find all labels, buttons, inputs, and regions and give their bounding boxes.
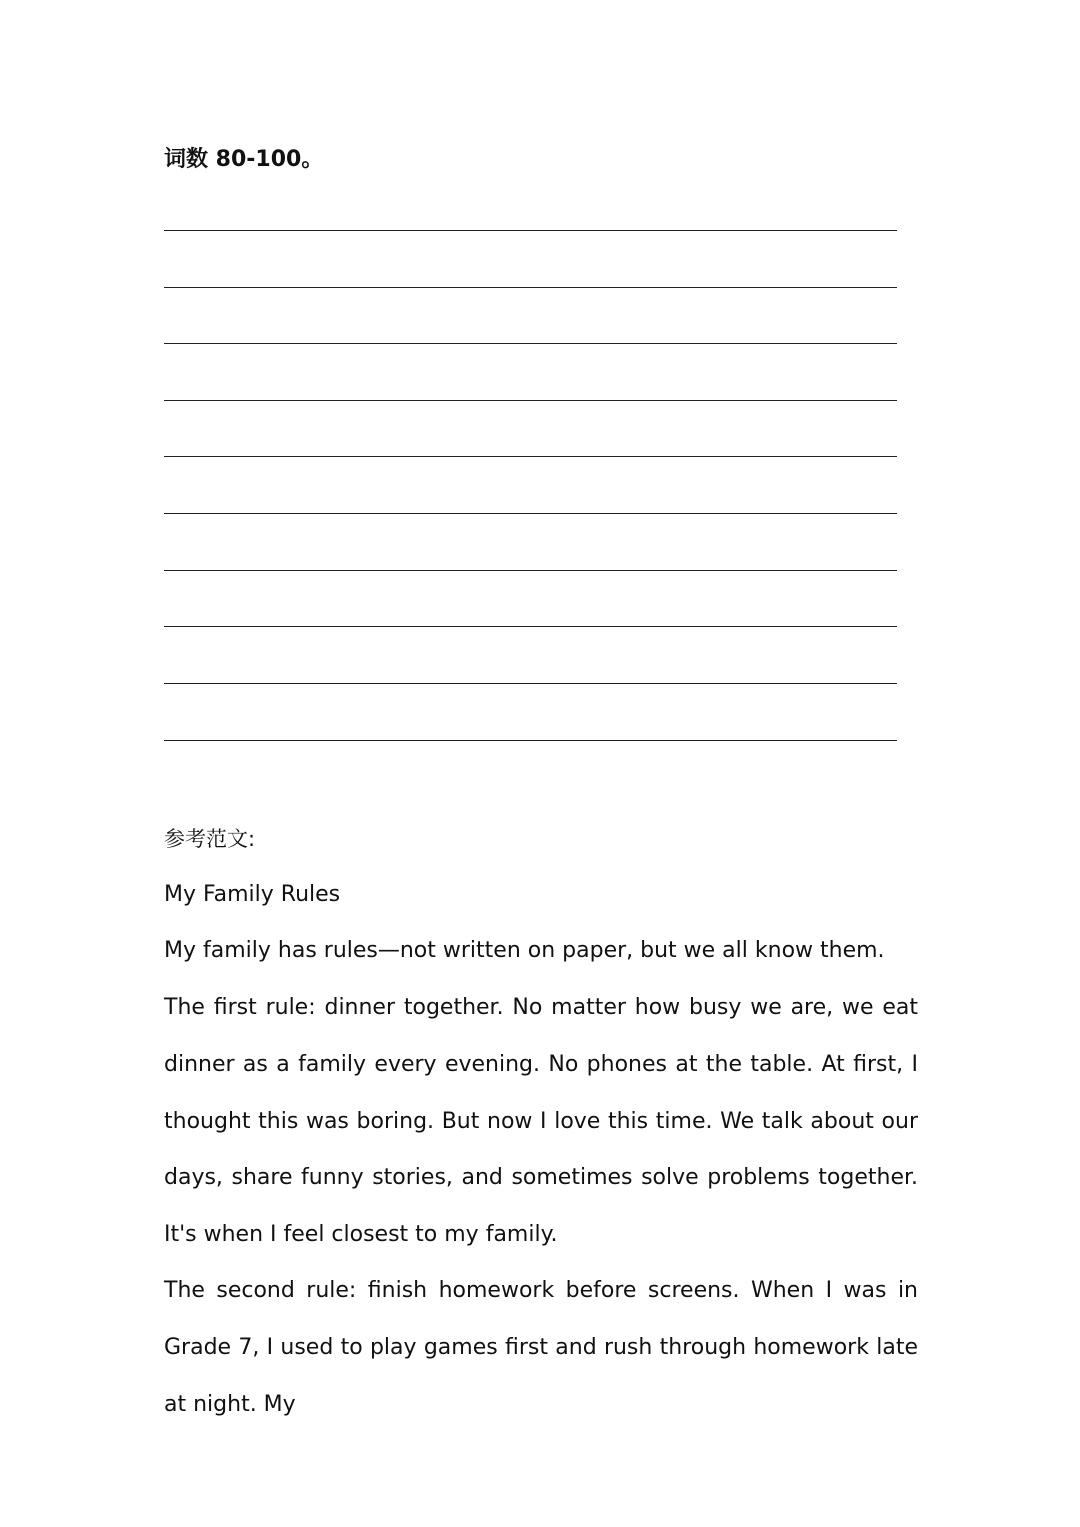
answer-line[interactable] — [164, 740, 897, 741]
answer-line[interactable] — [164, 456, 897, 457]
essay-title: My Family Rules — [164, 882, 341, 907]
answer-line[interactable] — [164, 570, 897, 571]
reference-label: 参考范文: — [164, 827, 256, 851]
answer-line[interactable] — [164, 287, 897, 288]
essay-paragraph-1: My family has rules—not written on paper, but we all know them. — [164, 938, 885, 963]
essay-paragraph-2: The first rule: dinner together. No matter how busy we are, we eat dinner as a family every evening. No phones at the table. At first, I thought this was boring. But now I love this time. We talk about our days, share funny stories, and sometimes solve problems together. It's when I feel closest to my family. — [164, 995, 918, 1248]
answer-line[interactable] — [164, 513, 897, 514]
answer-line[interactable] — [164, 400, 897, 401]
word-count-instruction: 词数 80-100。 — [164, 147, 324, 172]
answer-line[interactable] — [164, 683, 897, 684]
answer-line[interactable] — [164, 230, 897, 231]
essay-paragraph-3: The second rule: finish homework before screens. When I was in Grade 7, I used to play games first and rush through homework late at night. My — [164, 1278, 918, 1417]
answer-line[interactable] — [164, 626, 897, 627]
answer-line[interactable] — [164, 343, 897, 344]
